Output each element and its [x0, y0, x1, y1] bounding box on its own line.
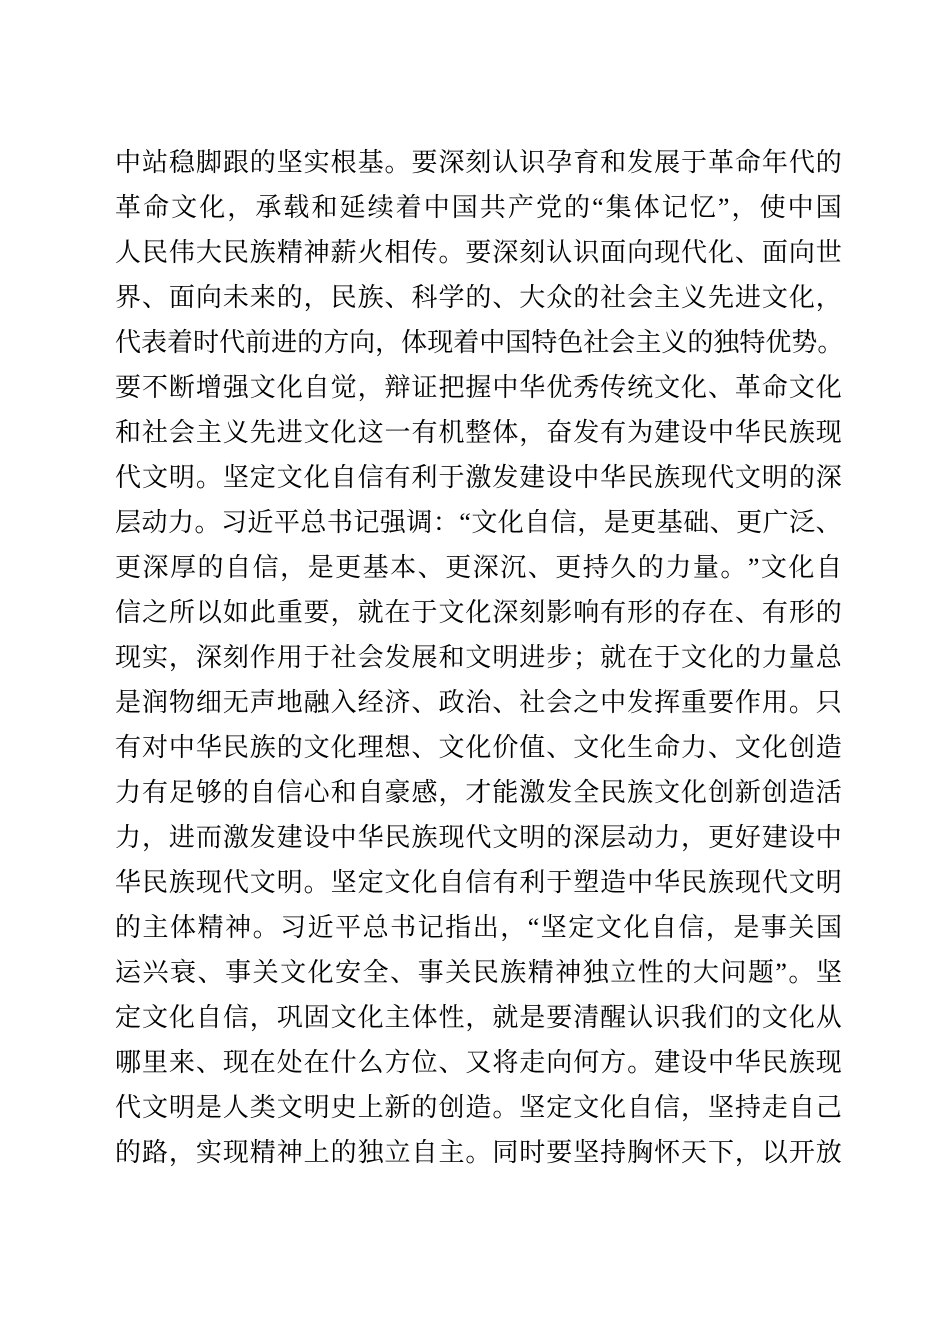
text-line: 层 动 力 。 习 近 平 总 书 记 强 调 ： “ 文 化 自 信 ， 是 更 基 础 、 更 广 泛 、: [115, 507, 842, 537]
text-line: 现 实 ， 深 刻 作 用 于 社 会 发 展 和 文 明 进 步 ； 就 在 于 文 化 的 力 量 总: [115, 642, 842, 672]
text-line: 定 文 化 自 信 ， 巩 固 文 化 主 体 性 ， 就 是 要 清 醒 认 识 我 们 的 文 化 从: [115, 1002, 842, 1032]
text-line: 更 深 厚 的 自 信 ， 是 更 基 本 、 更 深 沉 、 更 持 久 的 力 量 。 ” 文 化 自: [115, 552, 842, 582]
text-line: 界 、 面 向 未 来 的 ， 民 族 、 科 学 的 、 大 众 的 社 会 主 义 先 进 文 化 ，: [115, 282, 842, 312]
text-line: 要 不 断 增 强 文 化 自 觉 ， 辩 证 把 握 中 华 优 秀 传 统 文 化 、 革 命 文 化: [115, 372, 842, 402]
text-line: 力 ， 进 而 激 发 建 设 中 华 民 族 现 代 文 明 的 深 层 动 力 ， 更 好 建 设 中: [115, 822, 842, 852]
text-line: 和 社 会 主 义 先 进 文 化 这 一 有 机 整 体 ， 奋 发 有 为 建 设 中 华 民 族 现: [115, 417, 842, 447]
text-line: 是 润 物 细 无 声 地 融 入 经 济 、 政 治 、 社 会 之 中 发 挥 重 要 作 用 。 只: [115, 687, 842, 717]
text-line: 的 路 ， 实 现 精 神 上 的 独 立 自 主 。 同 时 要 坚 持 胸 怀 天 下 ， 以 开 放: [115, 1137, 842, 1167]
text-line: 代 文 明 。 坚 定 文 化 自 信 有 利 于 激 发 建 设 中 华 民 族 现 代 文 明 的 深: [115, 462, 842, 492]
text-line: 力 有 足 够 的 自 信 心 和 自 豪 感 ， 才 能 激 发 全 民 族 文 化 创 新 创 造 活: [115, 777, 842, 807]
body-text: [115, 140, 842, 1175]
text-line: 哪 里 来 、 现 在 处 在 什 么 方 位 、 又 将 走 向 何 方 。 建 设 中 华 民 族 现: [115, 1047, 842, 1077]
text-line: 有 对 中 华 民 族 的 文 化 理 想 、 文 化 价 值 、 文 化 生 命 力 、 文 化 创 造: [115, 732, 842, 762]
text-line: 代 文 明 是 人 类 文 明 史 上 新 的 创 造 。 坚 定 文 化 自 信 ， 坚 持 走 自 己: [115, 1092, 842, 1122]
text-line: 革 命 文 化 ， 承 载 和 延 续 着 中 国 共 产 党 的 “ 集 体 记 忆 ” ， 使 中 国: [115, 192, 842, 222]
text-line: 的 主 体 精 神 。 习 近 平 总 书 记 指 出 ， “ 坚 定 文 化 自 信 ， 是 事 关 国: [115, 912, 842, 942]
text-line: 信 之 所 以 如 此 重 要 ， 就 在 于 文 化 深 刻 影 响 有 形 的 存 在 、 有 形 的: [115, 597, 842, 627]
text-line: 代 表 着 时 代 前 进 的 方 向 ， 体 现 着 中 国 特 色 社 会 主 义 的 独 特 优 势 。: [115, 327, 844, 357]
text-line: 人 民 伟 大 民 族 精 神 薪 火 相 传 。 要 深 刻 认 识 面 向 现 代 化 、 面 向 世: [115, 237, 842, 267]
text-line: 中 站 稳 脚 跟 的 坚 实 根 基 。 要 深 刻 认 识 孕 育 和 发 展 于 革 命 年 代 的: [115, 147, 842, 177]
text-line: 华 民 族 现 代 文 明 。 坚 定 文 化 自 信 有 利 于 塑 造 中 华 民 族 现 代 文 明: [115, 867, 842, 897]
text-line: 运 兴 衰 、 事 关 文 化 安 全 、 事 关 民 族 精 神 独 立 性 的 大 问 题 ” 。 坚: [115, 957, 842, 987]
